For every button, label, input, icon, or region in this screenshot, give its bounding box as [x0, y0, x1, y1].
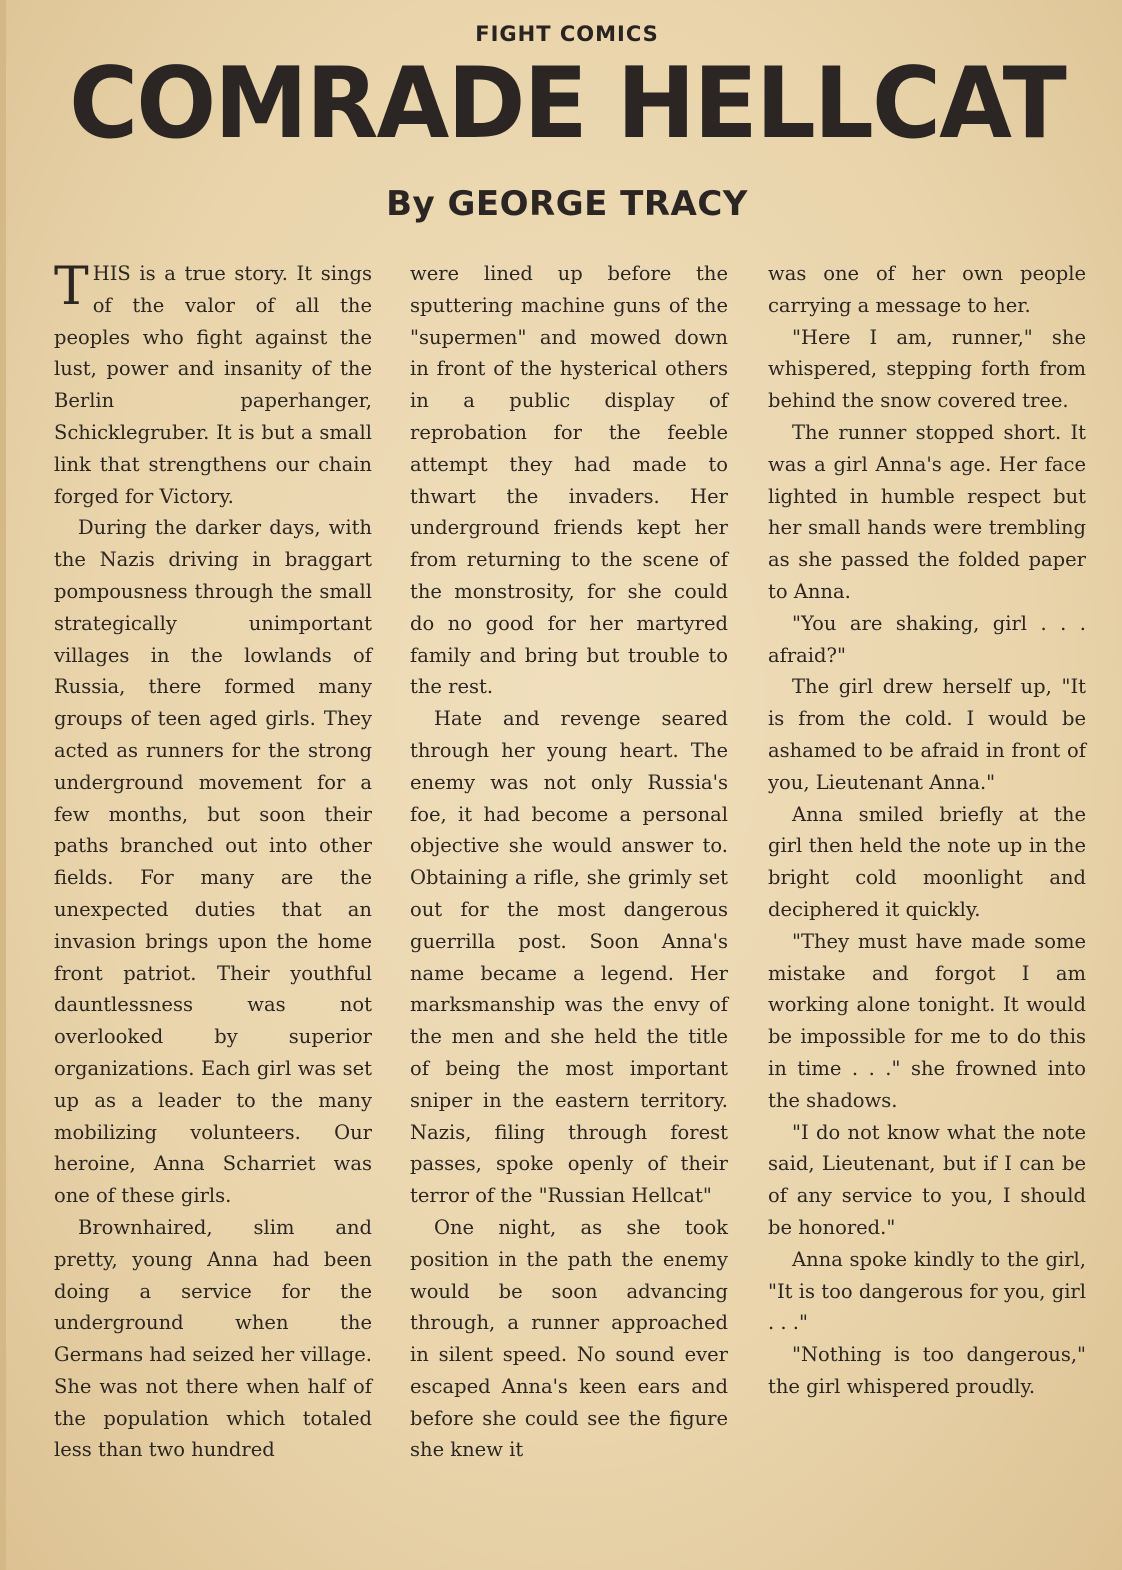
running-head: FIGHT COMICS	[475, 22, 659, 46]
paragraph-text: HIS is a true story. It sings of the valor of all the peoples who fight against the lust, power and insanity of the Berlin paperhanger, Schicklegruber. It is but a small link that strengthens our chain forged for Victory.	[54, 262, 372, 508]
paragraph: was one of her own people carrying a message to her.	[768, 262, 1086, 317]
paragraph	[54, 258, 372, 512]
paragraph: One night, as she took position in the path the enemy would be soon advancing through, a runner approached in silent speed. No sound ever escaped Anna's keen ears and before she could see the figure she knew it	[410, 1215, 728, 1462]
paragraph: Anna smiled briefly at the girl then held the note up in the bright cold moonlight and deciphered it quickly.	[768, 802, 1086, 921]
drop-cap: T	[54, 257, 89, 317]
paragraph: Brownhaired, slim and pretty, young Anna had been doing a service for the underground when the Germans had seized her village. She was not there when half of the population which totaled less than two hundred	[54, 1215, 372, 1462]
text-column-3	[768, 258, 1086, 1508]
story-title: COMRADE HELLCAT	[69, 47, 1065, 161]
paragraph: "You are shaking, girl . . . afraid?"	[768, 611, 1086, 667]
byline: By GEORGE TRACY	[386, 184, 748, 224]
paragraph: "Here I am, runner," she whispered, stepping forth from behind the snow covered tree.	[768, 325, 1086, 413]
paragraph: "They must have made some mistake and forgot I am working alone tonight. It would be impossible for me to do this in time . . ." she frowned into the shadows.	[768, 929, 1086, 1112]
paragraph: were lined up before the sputtering machine guns of the "supermen" and mowed down in front of the hysterical others in a public display of reprobation for the feeble attempt they had made to thwart the invaders. Her underground friends kept her from returning to the scene of the monstrosity, for she could do no good for her martyred family and bring but trouble to the rest.	[410, 262, 728, 699]
paragraph: The runner stopped short. It was a girl Anna's age. Her face lighted in humble respect but her small hands were trembling as she passed the folded paper to Anna.	[768, 420, 1086, 603]
text-column-2	[410, 258, 728, 1508]
text-column-1	[54, 258, 372, 1508]
paragraph: Hate and revenge seared through her young heart. The enemy was not only Russia's foe, it had become a personal objective she would answer to. Obtaining a rifle, she grimly set out for the most dangerous guerrilla post. Soon Anna's name became a legend. Her marksmanship was the envy of the men and she held the title of being the most important sniper in the eastern territory. Nazis, filing through forest passes, spoke openly of their terror of the "Russian Hellcat"	[410, 707, 728, 1208]
paragraph: The girl drew herself up, "It is from the cold. I would be ashamed to be afraid in front of you, Lieutenant Anna."	[768, 675, 1086, 794]
paragraph: "Nothing is too dangerous," the girl whispered proudly.	[768, 1343, 1086, 1398]
paragraph: During the darker days, with the Nazis driving in braggart pompousness through the small strategically unimportant villages in the lowlands of Russia, there formed many groups of teen aged girls. They acted as runners for the strong underground movement for a few months, but soon their paths branched out into other fields. For many are the unexpected duties that an invasion brings upon the home front patriot. Their youthful dauntlessness was not overlooked by superior organizations. Each girl was set up as a leader to the many mobilizing volunteers. Our heroine, Anna Scharriet was one of these girls.	[54, 516, 372, 1208]
paragraph: "I do not know what the note said, Lieutenant, but if I can be of any service to you, I should be honored."	[768, 1120, 1086, 1239]
paragraph: Anna spoke kindly to the girl, "It is too dangerous for you, girl . . ."	[768, 1247, 1086, 1335]
